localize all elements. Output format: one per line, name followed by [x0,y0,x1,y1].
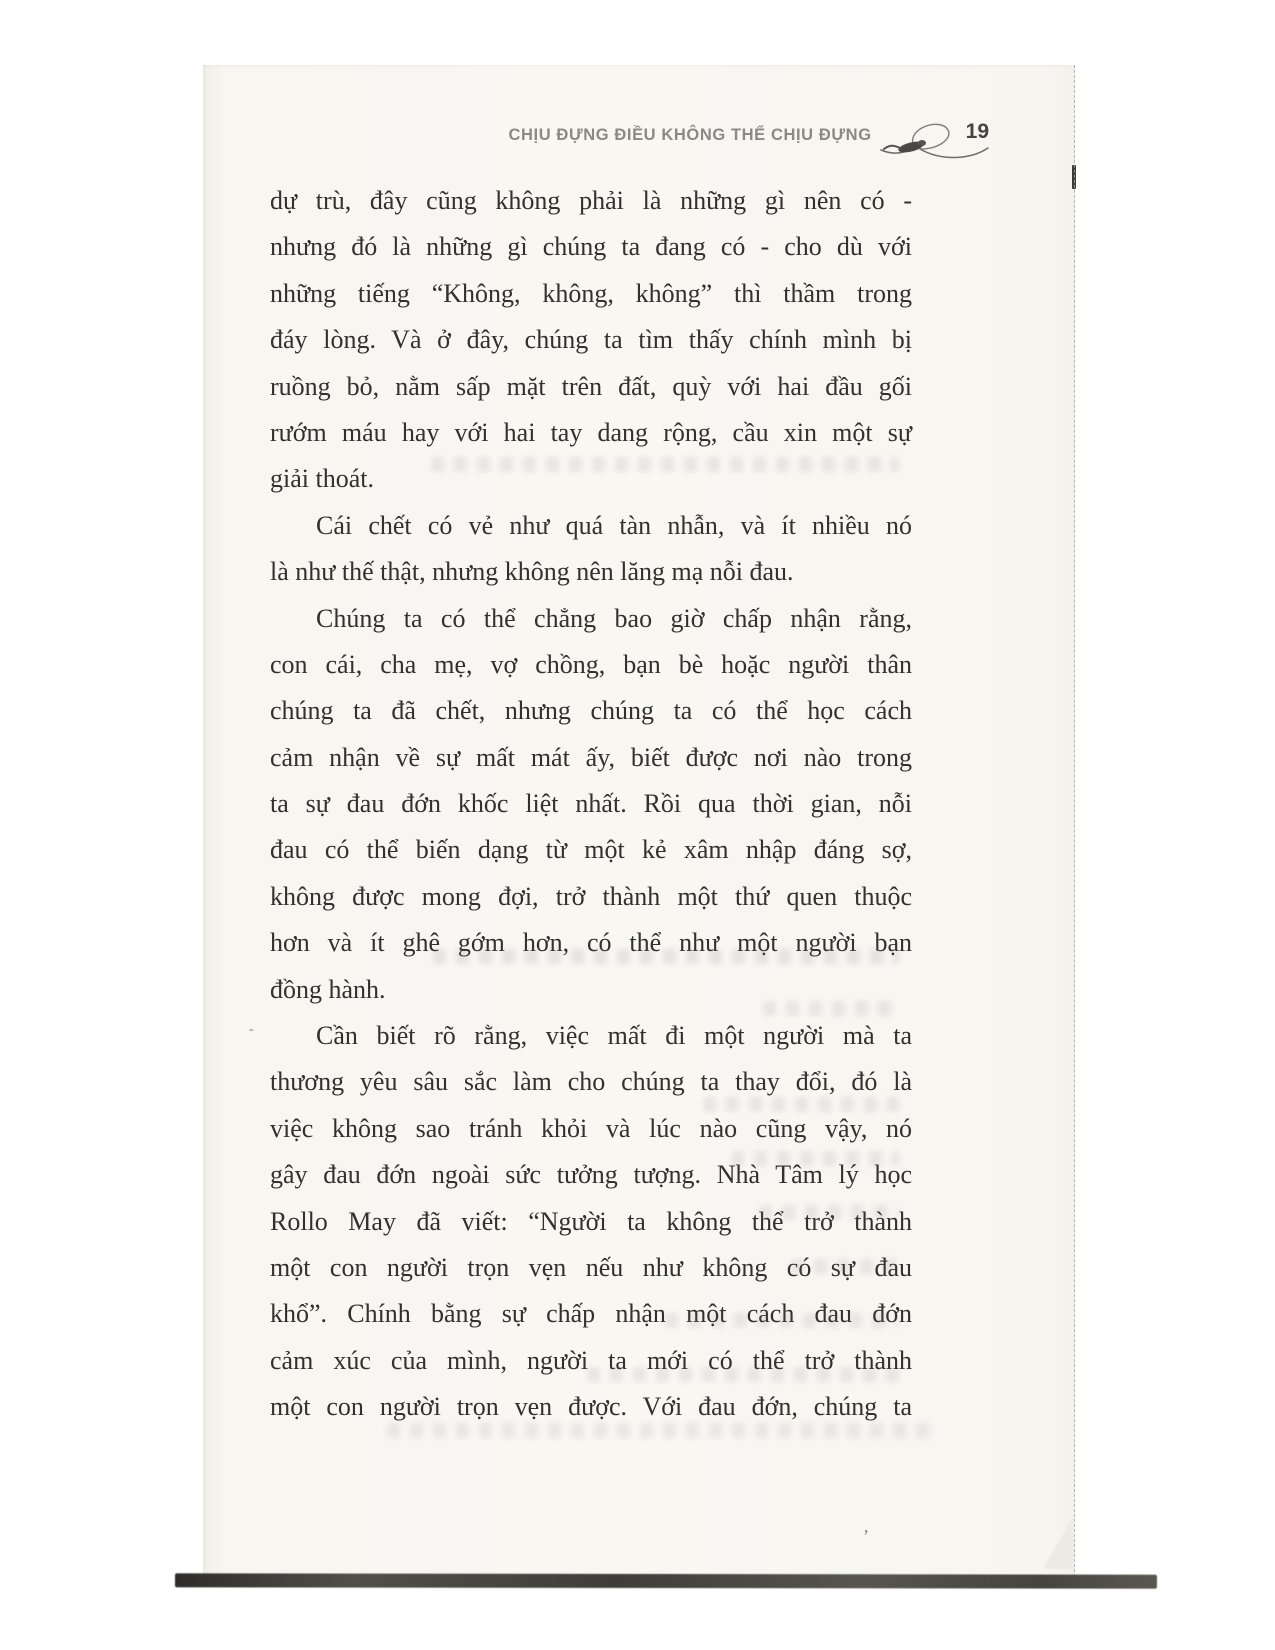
bleedthrough-artifact [791,1259,899,1274]
chapter-title: CHỊU ĐỰNG ĐIỀU KHÔNG THỂ CHỊU ĐỰNG [508,125,872,144]
bleedthrough-artifact [431,457,899,472]
text-line: là như thế thật, nhưng không nên lăng mạ nỗi đau. [270,557,794,587]
text-line: một con người trọn vẹn nếu như không có sự đau [270,1252,912,1282]
text-line: nhưng đó là những gì chúng ta đang có - cho dù với [270,232,912,262]
book-bottom-edge [175,1573,1157,1588]
text-line: đồng hành. [270,974,386,1004]
bleedthrough-artifact [731,1151,899,1166]
book-page [203,65,1075,1577]
text-line: ta sự đau đớn khốc liệt nhất. Rồi qua thời gian, nỗi [270,789,912,819]
text-line: đáy lòng. Và ở đây, chúng ta tìm thấy chính mình bị [270,325,912,355]
text-line: cảm nhận về sự mất mát ấy, biết được nơi nào trong [270,742,912,772]
bleedthrough-artifact [433,949,899,964]
bleedthrough-artifact [763,1001,899,1016]
text-line: một con người trọn vẹn được. Với đau đớn, chúng ta [270,1392,912,1422]
text-line: khổ”. Chính bằng sự chấp nhận một cách đau đớn [270,1299,912,1329]
scan-speck: ’ [863,1526,869,1546]
page-number: 19 [965,120,989,143]
running-header [509,111,989,159]
text-line: hơn và ít ghê gớm hơn, có thể như một người bạn [270,928,912,958]
text-column [270,178,912,1431]
text-line: giải thoát. [270,464,374,494]
bleedthrough-artifact [759,1205,899,1220]
scan-speck: - [249,1022,254,1037]
text-line: ruồng bỏ, nằm sấp mặt trên đất, quỳ với hai đầu gối [270,371,912,401]
text-line: việc không sao tránh khỏi và lúc nào cũng vậy, nó [270,1113,912,1143]
text-line: không được mong đợi, trở thành một thứ quen thuộc [270,881,912,911]
bleedthrough-artifact [587,1367,899,1382]
text-line: những tiếng “Không, không, không” thì thầm trong [270,278,912,308]
page-right-edge [1074,65,1075,1577]
text-line: Rollo May đã viết: “Người ta không thể trở thành [270,1206,912,1236]
bleedthrough-artifact [665,1313,899,1328]
bleedthrough-artifact [387,1423,935,1438]
text-line: gây đau đớn ngoài sức tưởng tượng. Nhà Tâm lý học [270,1160,912,1190]
bleedthrough-artifact [703,1097,899,1112]
text-line: đau có thể biến dạng từ một kẻ xâm nhập đáng sợ, [270,835,912,865]
page-corner-fold [1043,1517,1073,1569]
text-line: Cái chết có vẻ như quá tàn nhẫn, và ít nhiều nó [316,510,912,540]
text-line: rướm máu hay với hai tay dang rộng, cầu xin một sự [270,417,912,447]
text-line: chúng ta đã chết, nhưng chúng ta có thể học cách [270,696,912,726]
text-line: con cái, cha mẹ, vợ chồng, bạn bè hoặc người thân [270,649,912,679]
text-line: cảm xúc của mình, người ta mới có thể trở thành [270,1345,912,1375]
text-line: Chúng ta có thể chẳng bao giờ chấp nhận rằng, [316,603,912,633]
text-line: dự trù, đây cũng không phải là những gì nên có - [270,186,912,215]
text-line: thương yêu sâu sắc làm cho chúng ta thay đổi, đó là [270,1067,912,1097]
text-line: Cần biết rõ rằng, việc mất đi một người mà ta [316,1021,912,1051]
